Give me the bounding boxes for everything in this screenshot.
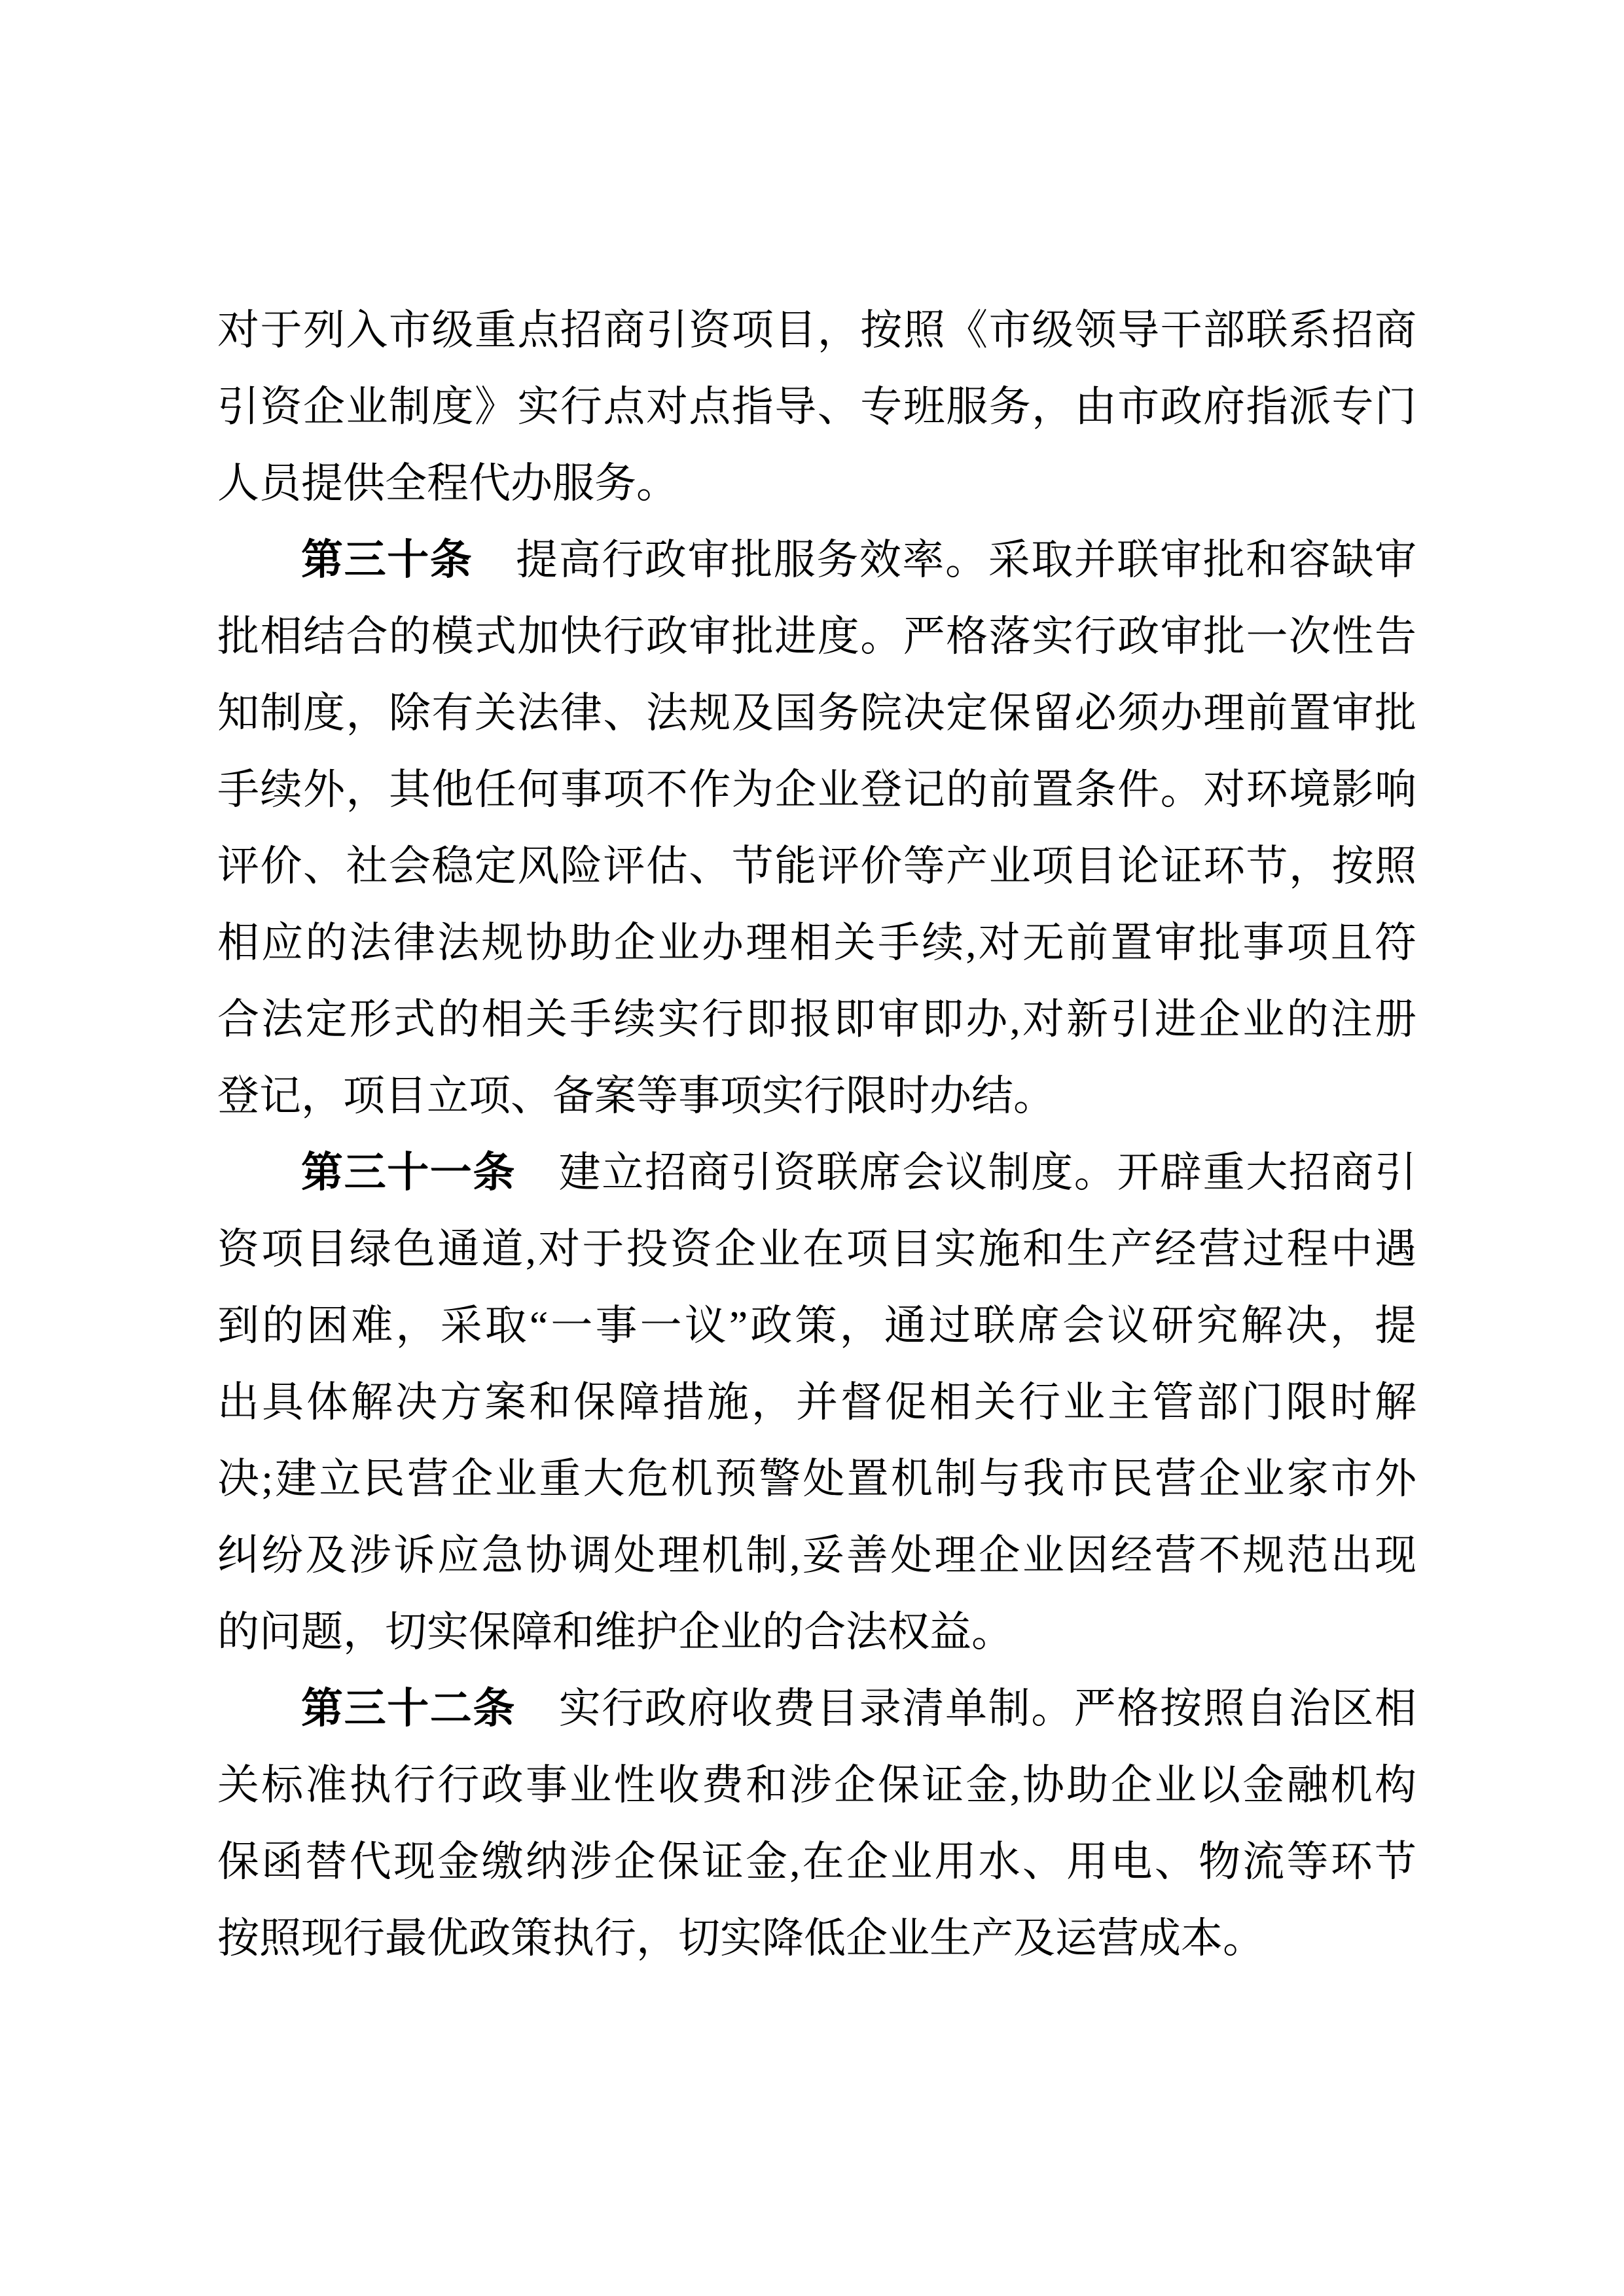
article-number: 第三十一条 bbox=[301, 1149, 516, 1196]
text-line: 保函替代现金缴纳涉企保证金,在企业用水、用电、物流等环节 bbox=[217, 1839, 1416, 1885]
paragraph bbox=[217, 292, 1416, 522]
document-text-block bbox=[217, 292, 1416, 1977]
text-line bbox=[217, 1134, 1416, 1211]
paragraph bbox=[217, 522, 1416, 1134]
text-line: 相应的法律法规协助企业办理相关手续,对无前置审批事项且符 bbox=[217, 920, 1416, 966]
text-line: 人员提供全程代办服务。 bbox=[217, 460, 678, 507]
paragraph bbox=[217, 1670, 1416, 1977]
paragraph bbox=[217, 1134, 1416, 1670]
text-line: 对于列入市级重点招商引资项目，按照《市级领导干部联系招商 bbox=[217, 307, 1416, 353]
text-line: 的问题，切实保障和维护企业的合法权益。 bbox=[217, 1609, 1013, 1655]
text-line: 登记，项目立项、备案等事项实行限时办结。 bbox=[217, 1073, 1055, 1119]
article-number: 第三十条 bbox=[301, 536, 473, 583]
article-number: 第三十二条 bbox=[301, 1685, 516, 1732]
text-line: 引资企业制度》实行点对点指导、专班服务，由市政府指派专门 bbox=[217, 384, 1416, 430]
line-text: 实行政府收费目录清单制。严格按照自治区相 bbox=[516, 1685, 1416, 1732]
text-line: 评价、社会稳定风险评估、节能评价等产业项目论证环节，按照 bbox=[217, 843, 1416, 889]
text-line: 合法定形式的相关手续实行即报即审即办,对新引进企业的注册 bbox=[217, 996, 1416, 1043]
text-line: 资项目绿色通道,对于投资企业在项目实施和生产经营过程中遇 bbox=[217, 1226, 1416, 1272]
text-line: 按照现行最优政策执行，切实降低企业生产及运营成本。 bbox=[217, 1915, 1265, 1962]
line-text: 建立招商引资联席会议制度。开辟重大招商引 bbox=[516, 1149, 1416, 1196]
text-line: 纠纷及涉诉应急协调处理机制,妥善处理企业因经营不规范出现 bbox=[217, 1532, 1416, 1579]
text-line: 决;建立民营企业重大危机预警处置机制与我市民营企业家市外 bbox=[217, 1456, 1416, 1502]
line-text: 提高行政审批服务效率。采取并联审批和容缺审 bbox=[473, 537, 1417, 583]
text-line: 知制度，除有关法律、法规及国务院决定保留必须办理前置审批 bbox=[217, 690, 1416, 736]
text-line: 到的困难，采取“一事一议”政策，通过联席会议研究解决，提 bbox=[217, 1302, 1416, 1349]
text-line: 出具体解决方案和保障措施，并督促相关行业主管部门限时解 bbox=[217, 1379, 1416, 1426]
text-line: 关标准执行行政事业性收费和涉企保证金,协助企业以金融机构 bbox=[217, 1762, 1416, 1808]
text-line: 手续外，其他任何事项不作为企业登记的前置条件。对环境影响 bbox=[217, 766, 1416, 813]
text-line bbox=[217, 522, 1416, 598]
text-line bbox=[217, 1670, 1416, 1747]
text-line: 批相结合的模式加快行政审批进度。严格落实行政审批一次性告 bbox=[217, 613, 1416, 660]
